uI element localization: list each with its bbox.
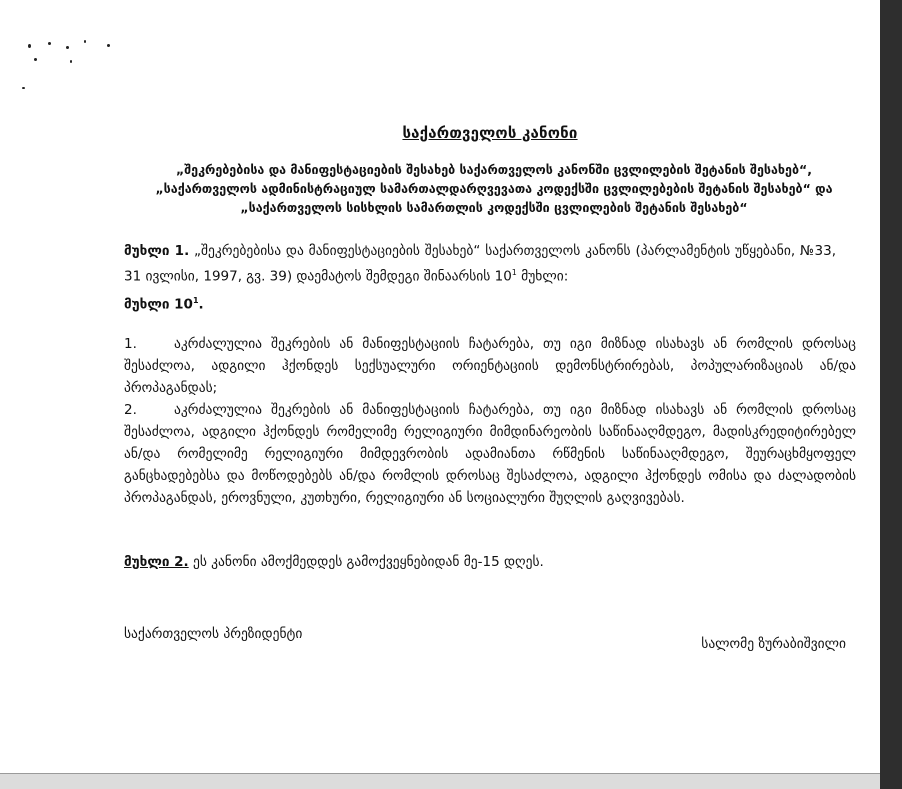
list-item-number: 2. bbox=[124, 402, 137, 418]
article-1-text-end: მუხლი: bbox=[516, 268, 569, 285]
list-item bbox=[124, 399, 856, 509]
article-2-label: მუხლი 2. bbox=[124, 554, 189, 570]
scan-edge-bottom bbox=[0, 773, 880, 789]
scan-speck bbox=[107, 44, 110, 47]
scan-speck bbox=[34, 58, 37, 61]
article-10-sup: 1 bbox=[192, 296, 199, 305]
list-item-text: აკრძალულია შეკრების ან მანიფესტაციის ჩატარება, თუ იგი მიზნად ისახავს ან რომლის დროსაც შესაძლოა, ადგილი ჰქონდეს სექსუალური ორიენტაციის დემონსტრირებას, პოპულარიზაციას ან/და პროპაგანდას; bbox=[124, 336, 856, 396]
signature-title: საქართველოს პრეზიდენტი bbox=[124, 626, 303, 642]
signature-name: სალომე ზურაბიშვილი bbox=[701, 636, 846, 652]
article-1 bbox=[124, 240, 836, 288]
article-1-text: „შეკრებებისა და მანიფესტაციების შესახებ“ საქართველოს კანონს (პარლამენტის უწყებანი, №33, 31 ივლისი, 1997, გვ. 39) დაემატოს შემდეგი შინაარსის 10 bbox=[124, 243, 836, 285]
scan-speck bbox=[48, 42, 51, 45]
article-1-sup: 1 bbox=[511, 268, 517, 277]
article-2-text: ეს კანონი ამოქმედდეს გამოქვეყნებიდან მე-15 დღეს. bbox=[188, 554, 544, 570]
document-title: საქართველოს კანონი bbox=[402, 124, 578, 142]
document-subtitle: „შეკრებებისა და მანიფესტაციების შესახებ საქართველოს კანონში ცვლილების შეტანის შესახებ“, „საქართველოს ადმინისტრაციულ სამართალდარღვევათა კოდექსში ცვლილებების შეტანის შესახებ“ და „საქართველოს სისხლის სამართლის კოდექსში ცვლილების შეტანის შესახებ“ bbox=[155, 162, 833, 215]
scan-speck bbox=[84, 40, 86, 43]
article-2 bbox=[124, 554, 544, 570]
scan-speck bbox=[70, 60, 72, 63]
scan-speck bbox=[22, 87, 25, 89]
article-10-heading bbox=[124, 296, 204, 313]
list-item-number: 1. bbox=[124, 336, 137, 352]
list-item bbox=[124, 333, 856, 399]
list-item-text: აკრძალულია შეკრების ან მანიფესტაციის ჩატარება, თუ იგი მიზნად ისახავს ან რომლის დროსაც შესაძლოა, ადგილი ჰქონდეს რომელიმე რელიგიური მიმდინარეობის საწინააღმდეგო, მადისკრედიტირებელ ან/და რომელიმე რელიგიური მიმდევრობის ადამიანთა რწმენის საწინააღმდეგო, შეურაცხმყოფელ განცხადებებსა და მოწოდებებს ან/და რომლის დროსაც შესაძლოა, ადგილი ჰქონდეს ომისა და ძალადობის პროპაგანდას, ეროვნული, კუთხური, რელიგიური ან სოციალური შუღლის გაღვივებას. bbox=[124, 402, 856, 506]
scan-edge-right bbox=[880, 0, 902, 789]
article-10-label: მუხლი 10 bbox=[124, 296, 193, 313]
article-1-label: მუხლი 1. bbox=[124, 243, 190, 259]
article-10-end: . bbox=[198, 296, 204, 313]
scan-speck bbox=[28, 44, 31, 48]
scan-speck bbox=[66, 46, 69, 49]
